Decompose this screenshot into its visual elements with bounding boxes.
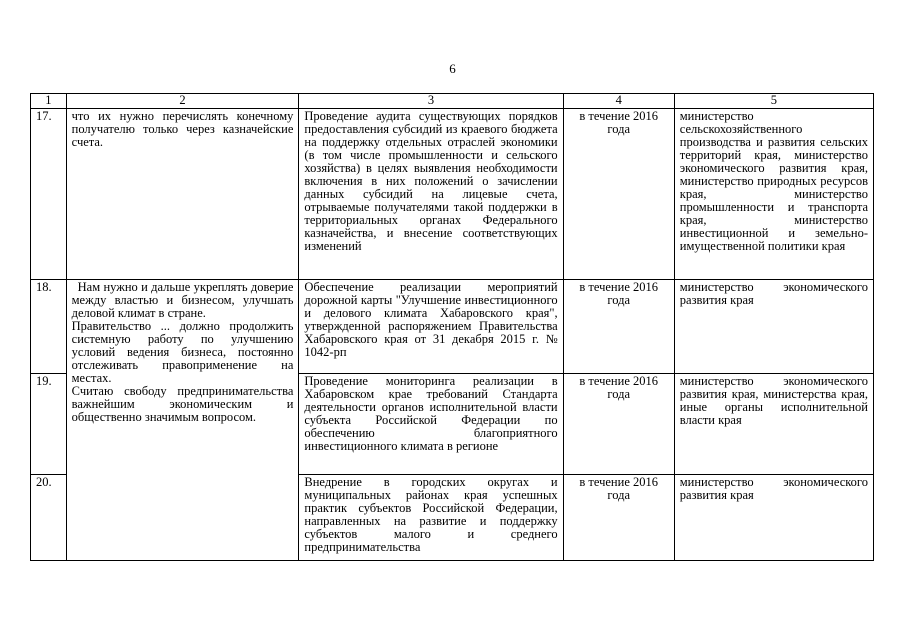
- responsible-cell: министерство сельскохозяйственного производства и развития сельских территорий края, министерство экономического развития края, министерство природных ресурсов края, министерство промышленности и транспорта края, министерство инвестиционной и земельно-имущественной политики края: [674, 109, 873, 280]
- row-number: 17.: [31, 109, 67, 280]
- header-cell: 1: [31, 94, 67, 109]
- row-number: 20.: [31, 475, 67, 561]
- row-number: 18.: [31, 280, 67, 374]
- deadline-cell: в течение 2016 года: [563, 280, 674, 374]
- responsible-cell: министерство экономического развития края: [674, 475, 873, 561]
- table-header-row: [31, 94, 874, 109]
- measure-cell: Проведение аудита существующих порядков предоставления субсидий из краевого бюджета на поддержку отдельных отраслей экономики (в том числе промышленности и сельского хозяйства) в целях выявления необходимости включения в них положений о зачислении данных субсидий на лицевые счета, отрываемые получателями такой поддержки в территориальных органах Федерального казначейства, и внесение соответствующих изменений: [299, 109, 563, 280]
- measures-table: [30, 93, 874, 561]
- header-cell: 5: [674, 94, 873, 109]
- message-cell-merged: [66, 280, 299, 561]
- page-number: 6: [449, 61, 456, 76]
- message-cell: что их нужно перечислять конечному получателю только через казначейские счета.: [66, 109, 299, 280]
- measure-cell: Проведение мониторинга реализации в Хабаровском крае требований Стандарта деятельности органов исполнительной власти субъекта Российской Федерации по обеспечению благоприятного инвестиционного климата в регионе: [299, 374, 563, 475]
- table-row: [31, 109, 874, 280]
- responsible-cell: министерство экономического развития края, министерства края, иные органы исполнительной власти края: [674, 374, 873, 475]
- table-row: [31, 280, 874, 374]
- responsible-cell: министерство экономического развития края: [674, 280, 873, 374]
- measure-cell: Внедрение в городских округах и муниципальных районах края успешных практик субъектов Российской Федерации, направленных на развитие и поддержку субъектов малого и среднего предпринимательства: [299, 475, 563, 561]
- deadline-cell: в течение 2016 года: [563, 374, 674, 475]
- header-cell: 4: [563, 94, 674, 109]
- message-paragraph: Считаю свободу предпринимательства важнейшим экономическим и общественно значимым вопросом.: [71, 384, 294, 424]
- deadline-cell: в течение 2016 года: [563, 109, 674, 280]
- row-number: 19.: [31, 374, 67, 475]
- deadline-cell: в течение 2016 года: [563, 475, 674, 561]
- message-paragraph: Нам нужно и дальше укреплять доверие между властью и бизнесом, улучшать деловой климат в стране.: [71, 280, 294, 320]
- message-paragraph: Правительство ... должно продолжить системную работу по улучшению условий ведения бизнеса, постоянно отслеживать правоприменение на местах.: [71, 319, 294, 385]
- header-cell: 3: [299, 94, 563, 109]
- measure-cell: Обеспечение реализации мероприятий дорожной карты "Улучшение инвестиционного и делового климата Хабаровского края", утвержденной распоряжением Правительства Хабаровского края от 31 декабря 2015 г. № 1042-рп: [299, 280, 563, 374]
- header-cell: 2: [66, 94, 299, 109]
